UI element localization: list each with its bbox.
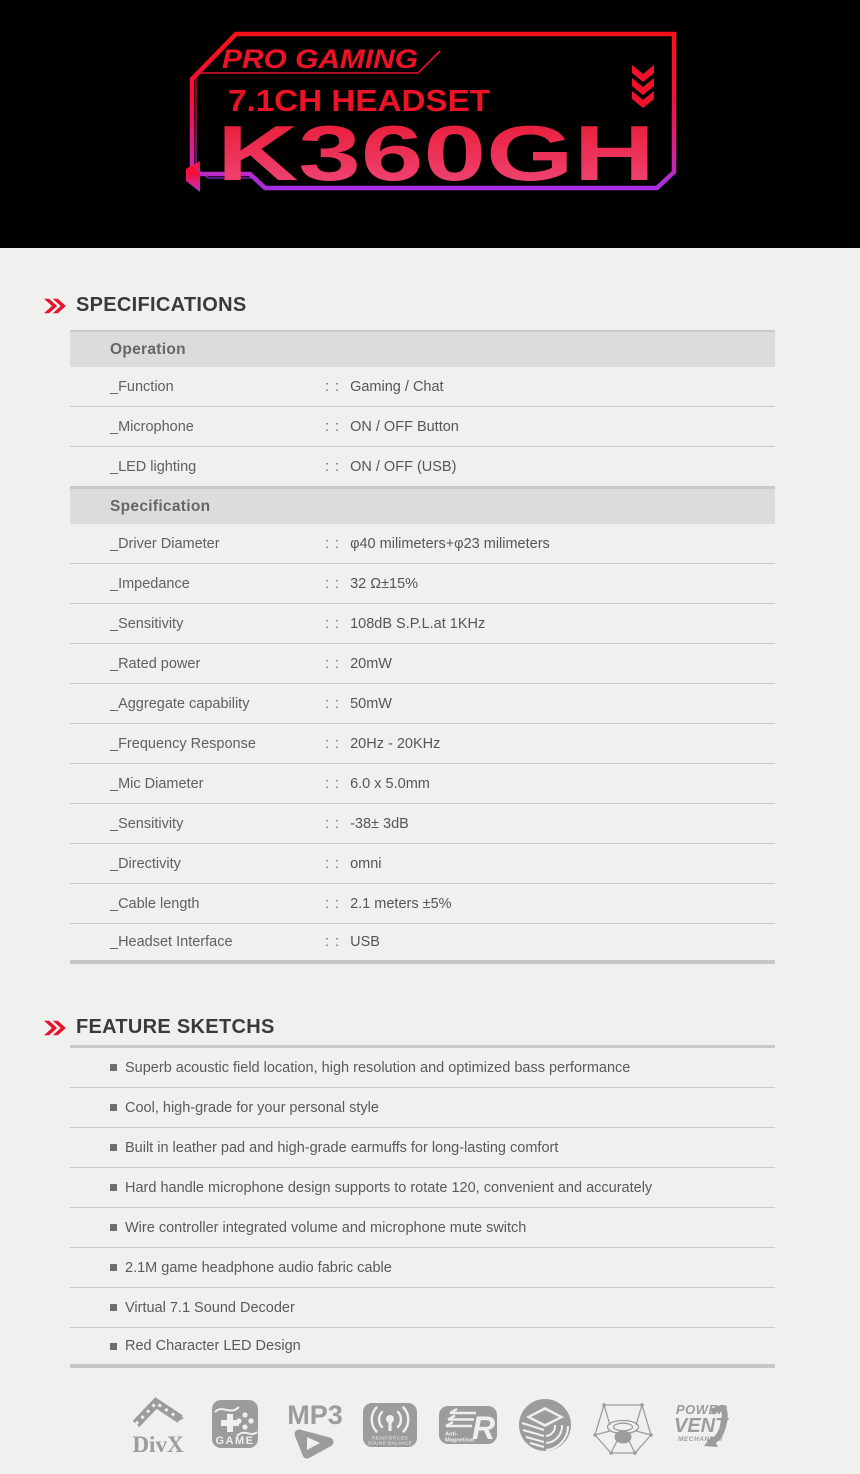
value-prefix: : : (325, 418, 341, 435)
value-prefix: : : (325, 655, 341, 672)
surround-speaker-cube-icon (591, 1392, 655, 1462)
specifications-title: SPECIFICATIONS (76, 294, 247, 316)
sound-balance-icon (358, 1392, 422, 1462)
spec-row: _LED lighting : : ON / OFF (USB) (70, 447, 775, 487)
logo-tagline: PRO GAMING (222, 44, 418, 74)
feature-item: Hard handle microphone design supports to rotate 120, convenient and accurately (70, 1168, 775, 1208)
value-prefix: : : (325, 695, 341, 712)
value-prefix: : : (325, 775, 341, 792)
value-prefix: : : (325, 575, 341, 592)
logo-subtitle: 7.1CH HEADSET (228, 83, 491, 118)
divx-icon (126, 1392, 190, 1462)
spec-row: _Driver Diameter : : φ40 milimeters+φ23 milimeters (70, 524, 775, 564)
spec-row: _Headset Interface : : USB (70, 924, 775, 964)
value-prefix: : : (325, 735, 341, 752)
chevron-down-icon (632, 65, 654, 108)
svg-text:MECHANISM: MECHANISM (677, 1436, 723, 1443)
specifications-heading (44, 294, 860, 317)
spec-row: _Rated power : : 20mW (70, 644, 775, 684)
value-prefix: : : (325, 895, 341, 912)
svg-text:VENT: VENT (673, 1415, 728, 1437)
value-prefix: : : (325, 458, 341, 475)
anti-magnetism-icon (436, 1392, 500, 1462)
footer-icon-row (126, 1392, 732, 1462)
double-chevron-right-icon (44, 1020, 68, 1036)
bullet-square-icon (110, 1343, 117, 1350)
bullet-square-icon (110, 1104, 117, 1111)
bullet-square-icon (110, 1224, 117, 1231)
spec-row: _Mic Diameter : : 6.0 x 5.0mm (70, 764, 775, 804)
mp3-icon (281, 1392, 345, 1462)
bullet-square-icon (110, 1064, 117, 1071)
value-prefix: : : (325, 934, 341, 950)
svg-text:REINFORCED: REINFORCED (372, 1435, 409, 1441)
svg-text:Anti-: Anti- (444, 1431, 458, 1438)
spec-row: _Function : : Gaming / Chat (70, 367, 775, 407)
pro-gaming-logo (170, 22, 690, 202)
spec-table (70, 330, 775, 964)
spec-row: _Frequency Response : : 20Hz - 20KHz (70, 724, 775, 764)
feature-item: Virtual 7.1 Sound Decoder (70, 1288, 775, 1328)
spec-row: _Directivity : : omni (70, 844, 775, 884)
svg-text:POWER: POWER (675, 1402, 728, 1417)
feature-item: Red Character LED Design (70, 1328, 775, 1368)
svg-text:GAME: GAME (215, 1435, 255, 1447)
spec-row: _Aggregate capability : : 50mW (70, 684, 775, 724)
game-icon (203, 1392, 267, 1462)
features-heading (44, 1016, 860, 1039)
logo-model: K360GH (217, 109, 655, 197)
value-prefix: : : (325, 815, 341, 832)
bullet-square-icon (110, 1264, 117, 1271)
svg-text:DivX: DivX (132, 1432, 184, 1457)
content (0, 294, 860, 1462)
feature-item: Cool, high-grade for your personal style (70, 1088, 775, 1128)
svg-text:R: R (471, 1410, 495, 1446)
spec-row: _Cable length : : 2.1 meters ±5% (70, 884, 775, 924)
feature-item: Built in leather pad and high-grade earmuffs for long-lasting comfort (70, 1128, 775, 1168)
value-prefix: : : (325, 615, 341, 632)
spec-row: _Impedance : : 32 Ω±15% (70, 564, 775, 604)
features-title: FEATURE SKETCHS (76, 1016, 275, 1038)
header-banner (0, 0, 860, 248)
feature-list (70, 1045, 775, 1368)
bullet-square-icon (110, 1184, 117, 1191)
value-prefix: : : (325, 378, 341, 395)
svg-text:MP3: MP3 (287, 1400, 343, 1430)
logo-accent-wedge (186, 161, 200, 192)
svg-text:SOUND BALANCE: SOUND BALANCE (368, 1440, 413, 1446)
feature-item: 2.1M game headphone audio fabric cable (70, 1248, 775, 1288)
feature-item: Wire controller integrated volume and microphone mute switch (70, 1208, 775, 1248)
spec-row: _Sensitivity : : 108dB S.P.L.at 1KHz (70, 604, 775, 644)
spec-row: _Microphone : : ON / OFF Button (70, 407, 775, 447)
feature-item: Superb acoustic field location, high resolution and optimized bass performance (70, 1048, 775, 1088)
bullet-square-icon (110, 1144, 117, 1151)
spec-section-header: Specification (70, 487, 775, 524)
layered-driver-icon (513, 1392, 577, 1462)
value-prefix: : : (325, 535, 341, 552)
double-chevron-right-icon (44, 298, 68, 314)
bullet-square-icon (110, 1304, 117, 1311)
spec-section-header: Operation (70, 330, 775, 367)
value-prefix: : : (325, 855, 341, 872)
power-vent-icon (668, 1392, 732, 1462)
svg-text:Magnetism: Magnetism (444, 1437, 474, 1444)
spec-row: _Sensitivity : : -38± 3dB (70, 804, 775, 844)
